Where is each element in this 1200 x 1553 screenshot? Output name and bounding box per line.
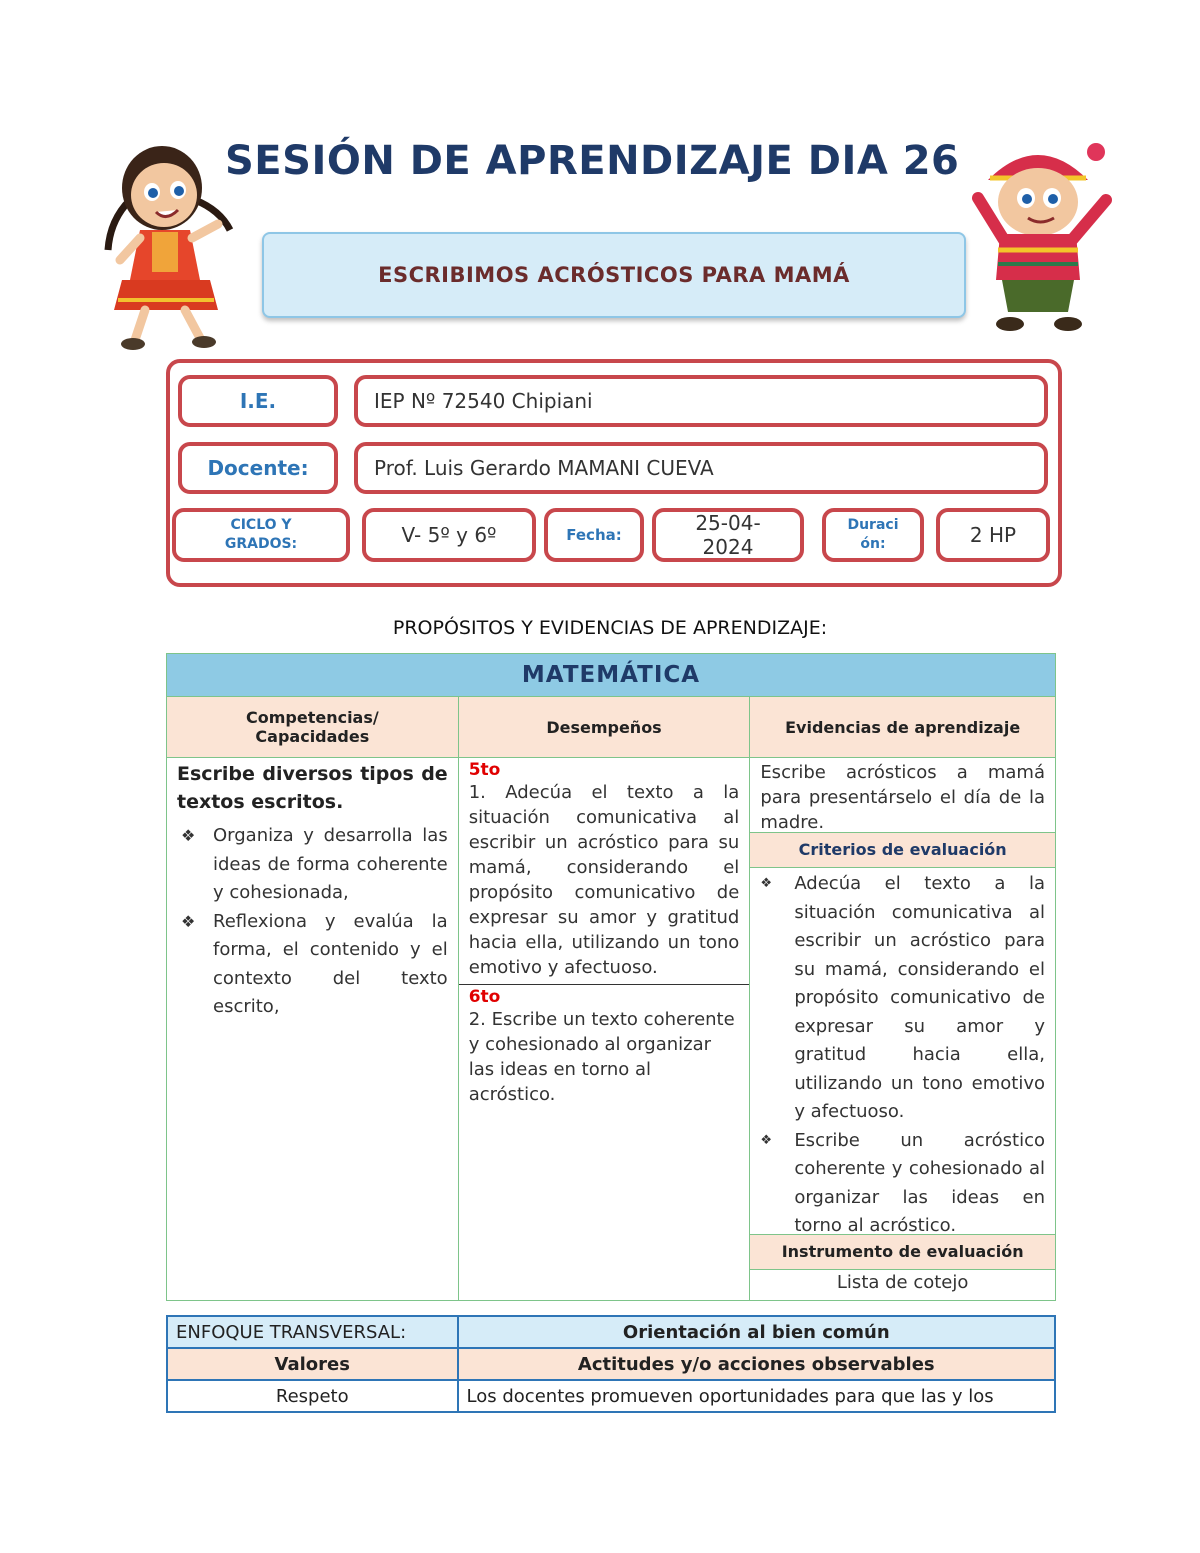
diamond-bullet-icon: ❖ (181, 911, 196, 931)
ie-value: IEP Nº 72540 Chipiani (354, 375, 1048, 427)
actitud-cell: Los docentes promueven oportunidades para que las y los (458, 1380, 1055, 1412)
instrumento-header: Instrumento de evaluación (750, 1234, 1055, 1270)
evidencia-text: Escribe acrósticos a mamá para presentárselo el día de la madre. (760, 762, 1045, 833)
docente-value: Prof. Luis Gerardo MAMANI CUEVA (354, 442, 1048, 494)
list-item: ❖ Organiza y desarrolla las ideas de forma coherente y cohesionada, (177, 822, 448, 908)
competencias-cell (167, 758, 459, 1301)
list-item: ❖ Reflexiona y evalúa la forma, el contenido y el contexto del texto escrito, (177, 908, 448, 1022)
girl-character-illustration (100, 140, 240, 355)
grade-5-label: 5to (468, 760, 501, 780)
diamond-bullet-icon: ❖ (181, 826, 196, 845)
ciclo-label: CICLO Y GRADOS: (172, 508, 350, 562)
diamond-bullet-icon: ❖ (760, 1132, 772, 1148)
desempeno-5-text: 1. Adecúa el texto a la situación comunicativa al escribir un acróstico para su mamá, considerando el propósito comunicativo de expresar su amor y gratitud hacia ella, utilizando un tono emotivo y afectuoso. (468, 782, 740, 978)
desempeno-6-text: 2. Escribe un texto coherente y cohesionado al organizar las ideas en torno al acróstico. (468, 1009, 735, 1105)
actitudes-header: Actitudes y/o acciones observables (458, 1348, 1055, 1380)
fecha-value: 25-04- 2024 (652, 508, 804, 562)
ciclo-value: V- 5º y 6º (362, 508, 536, 562)
evidencias-header: Evidencias de aprendizaje (750, 697, 1056, 758)
diamond-bullet-icon: ❖ (760, 876, 772, 891)
boy-character-illustration (968, 140, 1116, 335)
subtitle-box (262, 232, 966, 318)
enfoque-value: Orientación al bien común (458, 1316, 1055, 1348)
criterios-header: Criterios de evaluación (750, 832, 1055, 868)
duracion-value: 2 HP (936, 508, 1050, 562)
competencia-text: Escribe diversos tipos de textos escritos. (177, 763, 448, 813)
desempenos-header: Desempeños (458, 697, 750, 758)
list-item: ❖ Adecúa el texto a la situación comunicativa al escribir un acróstico para su mamá, considerando el propósito comunicativo de expresar su amor y gratitud hacia ella, utilizando un tono emotivo y afectuoso. (750, 870, 1045, 1127)
valores-header: Valores (167, 1348, 458, 1380)
list-item: ❖ Escribe un acróstico coherente y cohesionado al organizar las ideas en torno al acróstico. (750, 1127, 1045, 1241)
capacidades-list (177, 822, 448, 1022)
session-subtitle: ESCRIBIMOS ACRÓSTICOS PARA MAMÁ (378, 263, 850, 287)
instrumento-value: Lista de cotejo (836, 1272, 969, 1293)
competencias-header: Competencias/ Capacidades (167, 697, 459, 758)
grade-6-label: 6to (468, 987, 501, 1007)
evidencias-cell (750, 758, 1056, 1301)
area-header: MATEMÁTICA (167, 654, 1056, 697)
enfoque-table (166, 1315, 1056, 1413)
docente-label: Docente: (178, 442, 338, 494)
valor-cell: Respeto (167, 1380, 458, 1412)
ie-label: I.E. (178, 375, 338, 427)
duracion-label: Duraci ón: (822, 508, 924, 562)
fecha-label: Fecha: (544, 508, 644, 562)
learning-table (166, 653, 1056, 1301)
desempenos-cell (458, 758, 750, 1301)
criterios-list (750, 870, 1055, 1234)
enfoque-label: ENFOQUE TRANSVERSAL: (167, 1316, 458, 1348)
purpose-heading: PROPÓSITOS Y EVIDENCIAS DE APRENDIZAJE: (392, 617, 828, 639)
page-title: SESIÓN DE APRENDIZAJE DIA 26 (225, 138, 960, 184)
